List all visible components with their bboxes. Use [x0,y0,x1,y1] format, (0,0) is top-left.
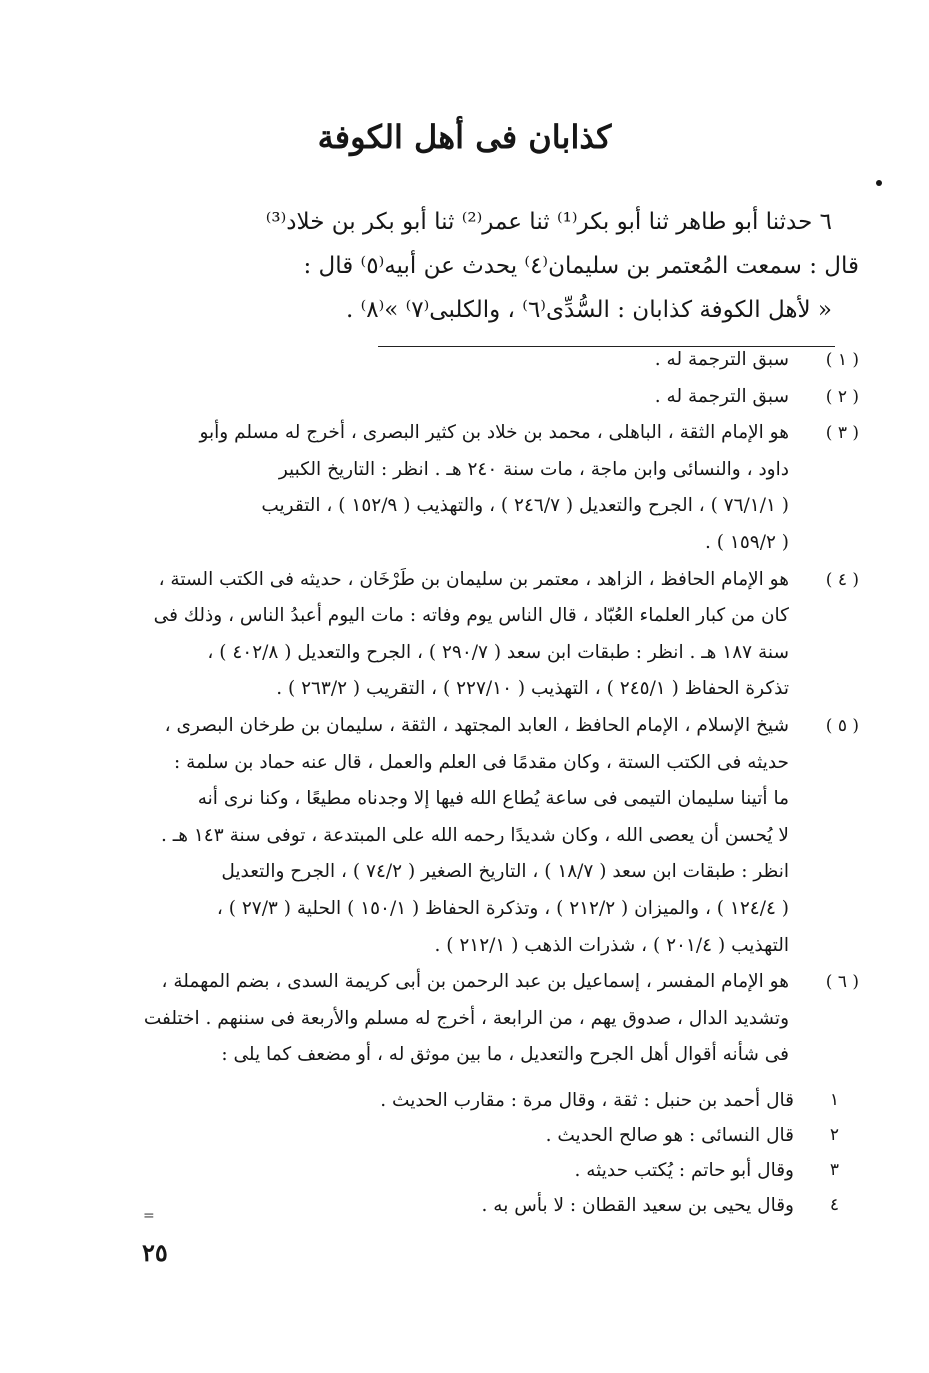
opinion-item [139,1188,839,1223]
footnote-line: سبق الترجمة له . [654,385,789,407]
footnote-2 [134,379,859,416]
footnote-number: ( ٢ ) [825,386,859,407]
opinion-number: ١ [829,1090,839,1110]
opinion-item [139,1153,839,1188]
footnote-line: فى شأنه أقوال أهل الجرح والتعديل ، ما بين موثق له ، أو مضعف كما يلى : [221,1044,789,1066]
hadith-line-1: ٦ حدثنا أبو طاهر ثنا أبو بكر⁽¹⁾ ثنا عمر⁽²⁾ ثنا أبو بكر بن خلاد⁽³⁾ [265,209,832,235]
footnote-line: تذكرة الحفاظ ( ٢٤٥/١ ) ، التهذيب ( ٢٢٧/١٠ ) ، التقريب ( ٢٦٣/٢ ) . [276,678,789,700]
footnote-line: هو الإمام الحافظ ، الزاهد ، معتمر بن سليمان بن طَرْخَان ، حديثه فى الكتب الستة ، [158,568,789,590]
footnote-number: ( ١ ) [825,350,859,370]
opinion-number: ٤ [829,1195,839,1215]
opinion-text: قال النسائى : هو صالح الحديث . [545,1125,794,1146]
footnote-number: ( ٣ ) [825,423,859,444]
footnote-number: ( ٦ ) [825,972,859,993]
footnote-line: ما أتينا سليمان التيمى فى ساعة يُطاع الله فيها إلا وجدناه مطيعًا ، وكنا نرى أنه [197,788,789,810]
footnote-line: ( ١٥٩/٢ ) . [705,531,789,553]
opinion-text: وقال يحيى بن سعيد القطان : لا بأس به . [481,1195,794,1216]
opinion-number: ٢ [829,1125,839,1145]
hadith-line-2: قال : سمعت المُعتمر بن سليمان⁽٤⁾ يحدث عن أبيه⁽٥⁾ قال : [303,253,859,279]
footnote-line: كان من كبار العلماء العُبّاد ، قال الناس يوم وفاته : مات اليوم أعبدُ الناس ، وذلك فى [153,605,789,627]
footnote-line: ( ٧٦/١/١ ) ، الجرح والتعديل ( ٢٤٦/٧ ) ، والتهذيب ( ١٥٢/٩ ) ، التقريب [261,495,789,517]
page-number: ٢٥ [142,1238,168,1267]
continuation-mark: = [143,1208,155,1224]
opinion-text: قال أحمد بن حنبل : ثقة ، وقال مرة : مقارب الحديث . [380,1090,794,1111]
footnote-1 [134,342,859,379]
hadith-text [132,200,859,332]
opinion-text: وقال أبو حاتم : يُكتب حديثه . [574,1160,794,1181]
footnote-line: شيخ الإسلام ، الإمام الحافظ ، العابد المجتهد ، الثقة ، سليمان بن طرخان البصرى ، [164,714,789,736]
footnote-line: التهذيب ( ٢٠١/٤ ) ، شذرات الذهب ( ٢١٢/١ ) . [434,934,789,956]
footnote-3 [134,415,859,561]
opinions-list [139,1083,839,1223]
footnote-number: ( ٥ ) [825,715,859,736]
footnote-6 [134,964,859,1074]
footnote-4 [134,562,859,708]
margin-dot [876,180,882,186]
footnote-5 [134,708,859,964]
footnote-line: انظر : طبقات ابن سعد ( ١٨/٧ ) ، التاريخ الصغير ( ٧٤/٢ ) ، الجرح والتعديل [221,861,789,883]
footnote-number: ( ٤ ) [825,569,859,590]
opinion-item [139,1118,839,1153]
footnote-line: هو الإمام الثقة ، الباهلى ، محمد بن خلاد بن كثير البصرى ، أخرج له مسلم وأبو [199,422,789,444]
footnote-line: سنة ١٨٧ هـ . انظر : طبقات ابن سعد ( ٢٩٠/٧ ) ، الجرح والتعديل ( ٤٠٢/٨ ) ، [207,641,789,663]
footnote-line: هو الإمام المفسر ، إسماعيل بن عبد الرحمن بن أبى كريمة السدى ، بضم المهملة ، [161,971,789,993]
hadith-line-3: « لأهل الكوفة كذابان : السُّدِّى⁽٦⁾ ، والكلبى⁽٧⁾ »⁽٨⁾ . [345,297,832,323]
footnote-line: وتشديد الدال ، صدوق يهم ، من الرابعة ، أخرج له مسلم والأربعة فى سننهم . اختلفت [143,1007,789,1029]
footnote-line: ( ١٢٤/٤ ) ، والميزان ( ٢١٢/٢ ) ، وتذكرة الحفاظ ( ١٥٠/١ ) الحلية ( ٢٧/٣ ) ، [216,897,789,919]
opinion-item [139,1083,839,1118]
footnote-line: داود ، والنسائى وابن ماجة ، مات سنة ٢٤٠ هـ . انظر : التاريخ الكبير [278,458,789,480]
footnote-line: لا يُحسن أن يعصى الله ، وكان شديدًا رحمه الله على المبتدعة ، توفى سنة ١٤٣ هـ . [161,824,789,846]
chapter-title: كذابان فى أهل الكوفة [317,118,612,156]
footnote-line: سبق الترجمة له . [654,349,789,370]
footnote-line: حديثه فى الكتب الستة ، وكان مقدمًا فى العلم والعمل ، قال عنه حماد بن سلمة : [173,751,789,773]
footnotes [134,342,859,1074]
opinion-number: ٣ [829,1160,839,1180]
